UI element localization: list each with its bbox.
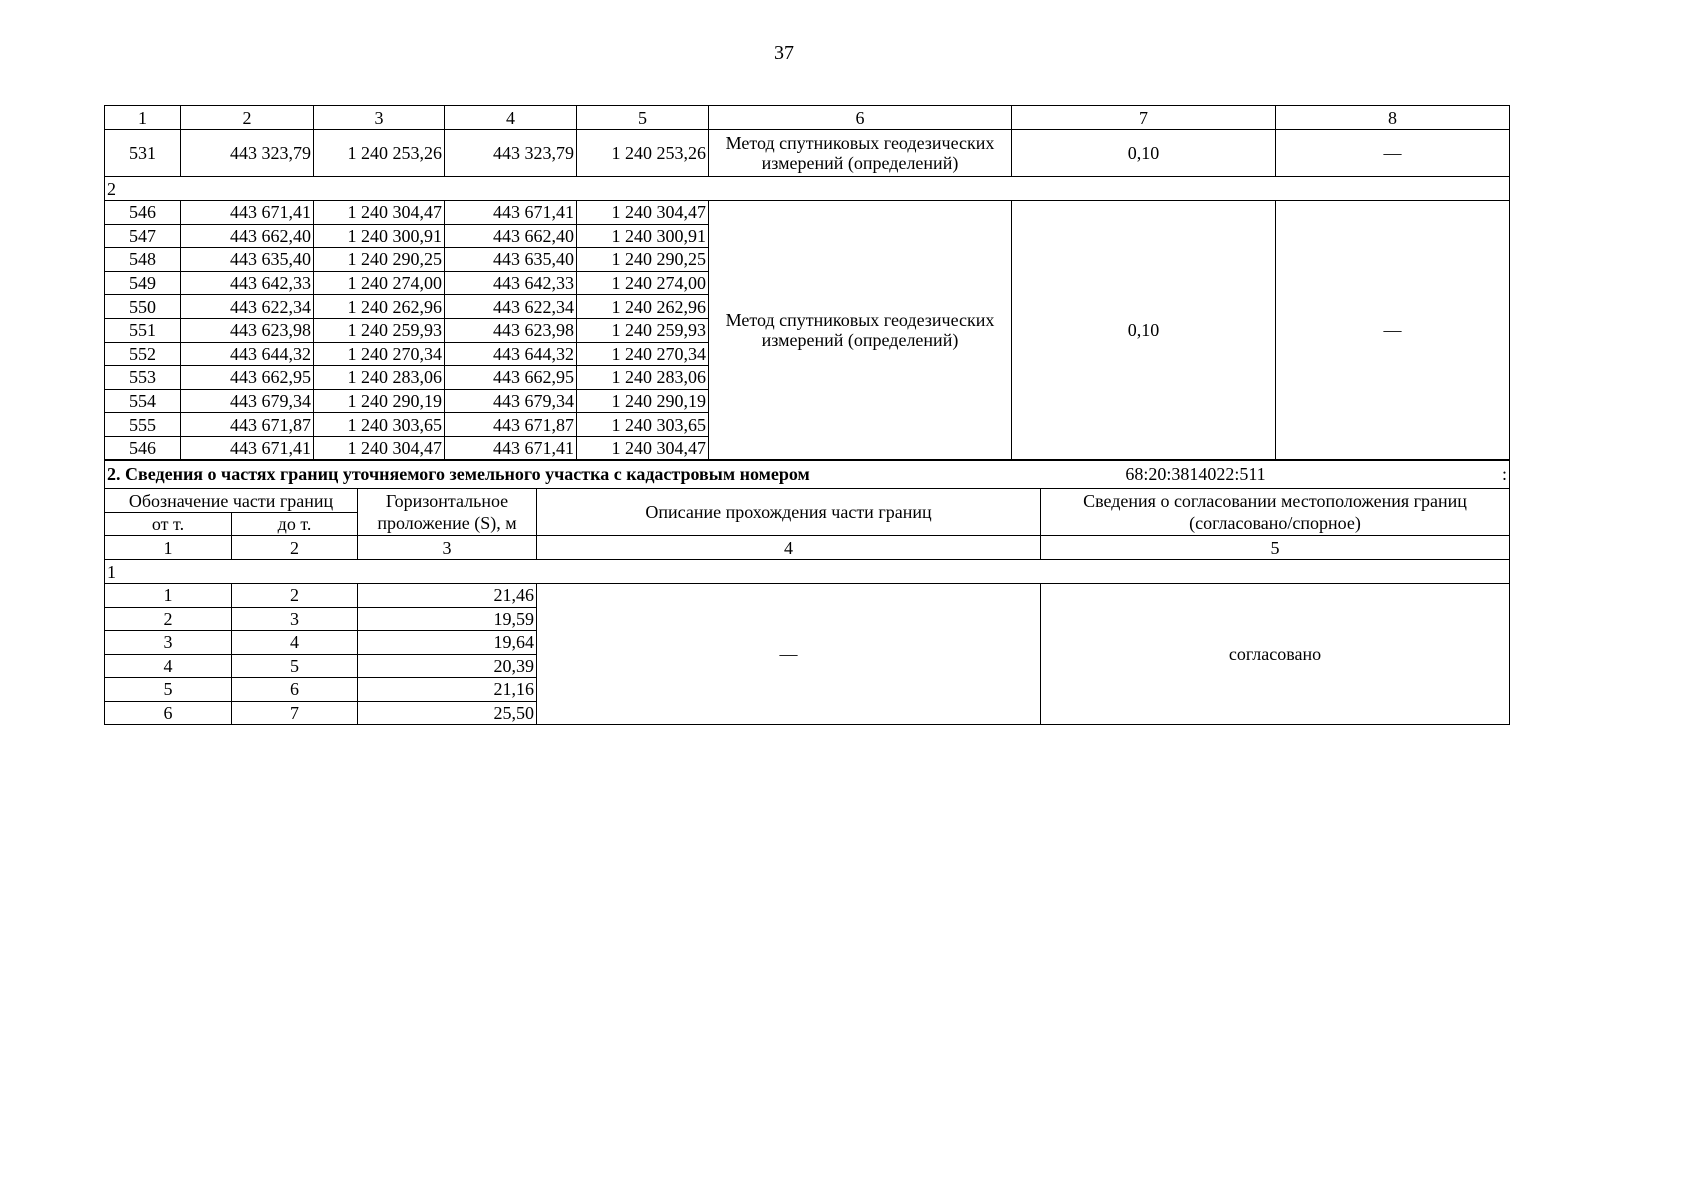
table-row [105,584,1510,608]
horizontal-distance: 25,50 [358,701,537,725]
point-number: 550 [105,295,181,319]
horizontal-distance: 21,46 [358,584,537,608]
coord-y-existing: 1 240 259,93 [314,318,445,342]
point-number: 548 [105,248,181,272]
colon: : [1501,464,1507,484]
point-number: 555 [105,413,181,437]
coord-x-existing: 443 671,41 [181,201,314,225]
column-number: 4 [537,536,1041,560]
approval-header [1041,489,1510,536]
coord-y-refined: 1 240 253,26 [577,130,709,177]
column-number: 4 [445,106,577,130]
coord-x-refined: 443 671,87 [445,413,577,437]
coord-y-refined: 1 240 283,06 [577,366,709,390]
group-label-row [105,560,1510,584]
group-label: 2 [105,177,1510,201]
part-designation-header: Обозначение части границ [105,489,358,513]
coord-x-refined: 443 662,40 [445,224,577,248]
coord-y-refined: 1 240 290,19 [577,389,709,413]
column-number: 5 [1041,536,1510,560]
column-number: 1 [105,106,181,130]
coord-x-refined: 443 635,40 [445,248,577,272]
point-number: 554 [105,389,181,413]
coord-x-refined: 443 622,34 [445,295,577,319]
group-label: 1 [105,560,1510,584]
column-number: 3 [314,106,445,130]
coord-x-refined: 443 642,33 [445,271,577,295]
coord-y-existing: 1 240 290,19 [314,389,445,413]
coord-x-existing: 443 662,40 [181,224,314,248]
to-point: 2 [232,584,358,608]
to-point: 3 [232,607,358,631]
approval-cell: согласовано [1041,584,1510,725]
table-row [105,201,1510,225]
column-number: 5 [577,106,709,130]
coord-y-existing: 1 240 262,96 [314,295,445,319]
section-heading [104,459,1510,489]
to-point: 6 [232,678,358,702]
accuracy-cell: 0,10 [1012,130,1276,177]
column-number: 8 [1276,106,1510,130]
table-row [105,130,1510,177]
from-point: 1 [105,584,232,608]
coord-x-existing: 443 635,40 [181,248,314,272]
horizontal-distance: 21,16 [358,678,537,702]
coord-y-refined: 1 240 259,93 [577,318,709,342]
from-point: 5 [105,678,232,702]
coord-y-existing: 1 240 290,25 [314,248,445,272]
coord-y-existing: 1 240 304,47 [314,201,445,225]
header-row [105,489,1510,513]
coord-x-existing: 443 662,95 [181,366,314,390]
group-label-row [105,177,1510,201]
column-number-row [105,106,1510,130]
coord-y-refined: 1 240 270,34 [577,342,709,366]
coord-y-refined: 1 240 304,47 [577,436,709,460]
to-point: 4 [232,631,358,655]
point-number: 531 [105,130,181,177]
horizontal-header [358,489,537,536]
coord-x-refined: 443 662,95 [445,366,577,390]
coordinates-table [104,105,1510,461]
coord-y-existing: 1 240 283,06 [314,366,445,390]
horizontal-distance: 19,64 [358,631,537,655]
from-header: от т. [105,513,232,536]
coord-x-existing: 443 679,34 [181,389,314,413]
column-number: 2 [232,536,358,560]
approval-header-line2: (согласовано/спорное) [1189,513,1361,533]
note-cell: — [1276,130,1510,177]
column-number: 3 [358,536,537,560]
page-number: 37 [774,42,794,64]
coord-x-refined: 443 623,98 [445,318,577,342]
description-cell: — [537,584,1041,725]
coord-x-existing: 443 622,34 [181,295,314,319]
coord-x-existing: 443 623,98 [181,318,314,342]
coord-y-refined: 1 240 300,91 [577,224,709,248]
column-number: 2 [181,106,314,130]
point-number: 551 [105,318,181,342]
coord-y-existing: 1 240 300,91 [314,224,445,248]
coord-x-existing: 443 644,32 [181,342,314,366]
from-point: 4 [105,654,232,678]
coord-x-refined: 443 679,34 [445,389,577,413]
column-number-row [105,536,1510,560]
point-number: 553 [105,366,181,390]
from-point: 3 [105,631,232,655]
coord-y-existing: 1 240 304,47 [314,436,445,460]
coord-y-existing: 1 240 253,26 [314,130,445,177]
coord-y-refined: 1 240 304,47 [577,201,709,225]
point-number: 546 [105,201,181,225]
horizontal-distance: 19,59 [358,607,537,631]
horizontal-distance: 20,39 [358,654,537,678]
point-number: 547 [105,224,181,248]
horizontal-header-line2: проложение (S), м [377,513,517,533]
column-number: 6 [709,106,1012,130]
note-cell: — [1276,201,1510,461]
coord-x-refined: 443 644,32 [445,342,577,366]
coord-x-existing: 443 642,33 [181,271,314,295]
coord-y-refined: 1 240 262,96 [577,295,709,319]
method-cell: Метод спутниковых геодезических измерений (определений) [709,201,1012,461]
coord-x-existing: 443 671,87 [181,413,314,437]
point-number: 546 [105,436,181,460]
approval-header-line1: Сведения о согласовании местоположения границ [1083,491,1467,511]
horizontal-header-line1: Горизонтальное [385,491,509,511]
description-header: Описание прохождения части границ [537,489,1041,536]
coord-y-existing: 1 240 274,00 [314,271,445,295]
coord-x-refined: 443 323,79 [445,130,577,177]
coord-x-refined: 443 671,41 [445,436,577,460]
method-cell: Метод спутниковых геодезических измерений (определений) [709,130,1012,177]
coord-y-refined: 1 240 274,00 [577,271,709,295]
section-title: 2. Сведения о частях границ уточняемого земельного участка с кадастровым номером [107,464,810,484]
to-header: до т. [232,513,358,536]
point-number: 552 [105,342,181,366]
cadastral-number: 68:20:3814022:511 [1125,464,1266,484]
coord-x-refined: 443 671,41 [445,201,577,225]
to-point: 7 [232,701,358,725]
from-point: 6 [105,701,232,725]
accuracy-cell: 0,10 [1012,201,1276,461]
coord-y-existing: 1 240 303,65 [314,413,445,437]
boundary-parts-table [104,488,1510,725]
column-number: 1 [105,536,232,560]
coord-x-existing: 443 671,41 [181,436,314,460]
coord-y-refined: 1 240 290,25 [577,248,709,272]
coord-y-refined: 1 240 303,65 [577,413,709,437]
to-point: 5 [232,654,358,678]
column-number: 7 [1012,106,1276,130]
coord-y-existing: 1 240 270,34 [314,342,445,366]
from-point: 2 [105,607,232,631]
coord-x-existing: 443 323,79 [181,130,314,177]
point-number: 549 [105,271,181,295]
